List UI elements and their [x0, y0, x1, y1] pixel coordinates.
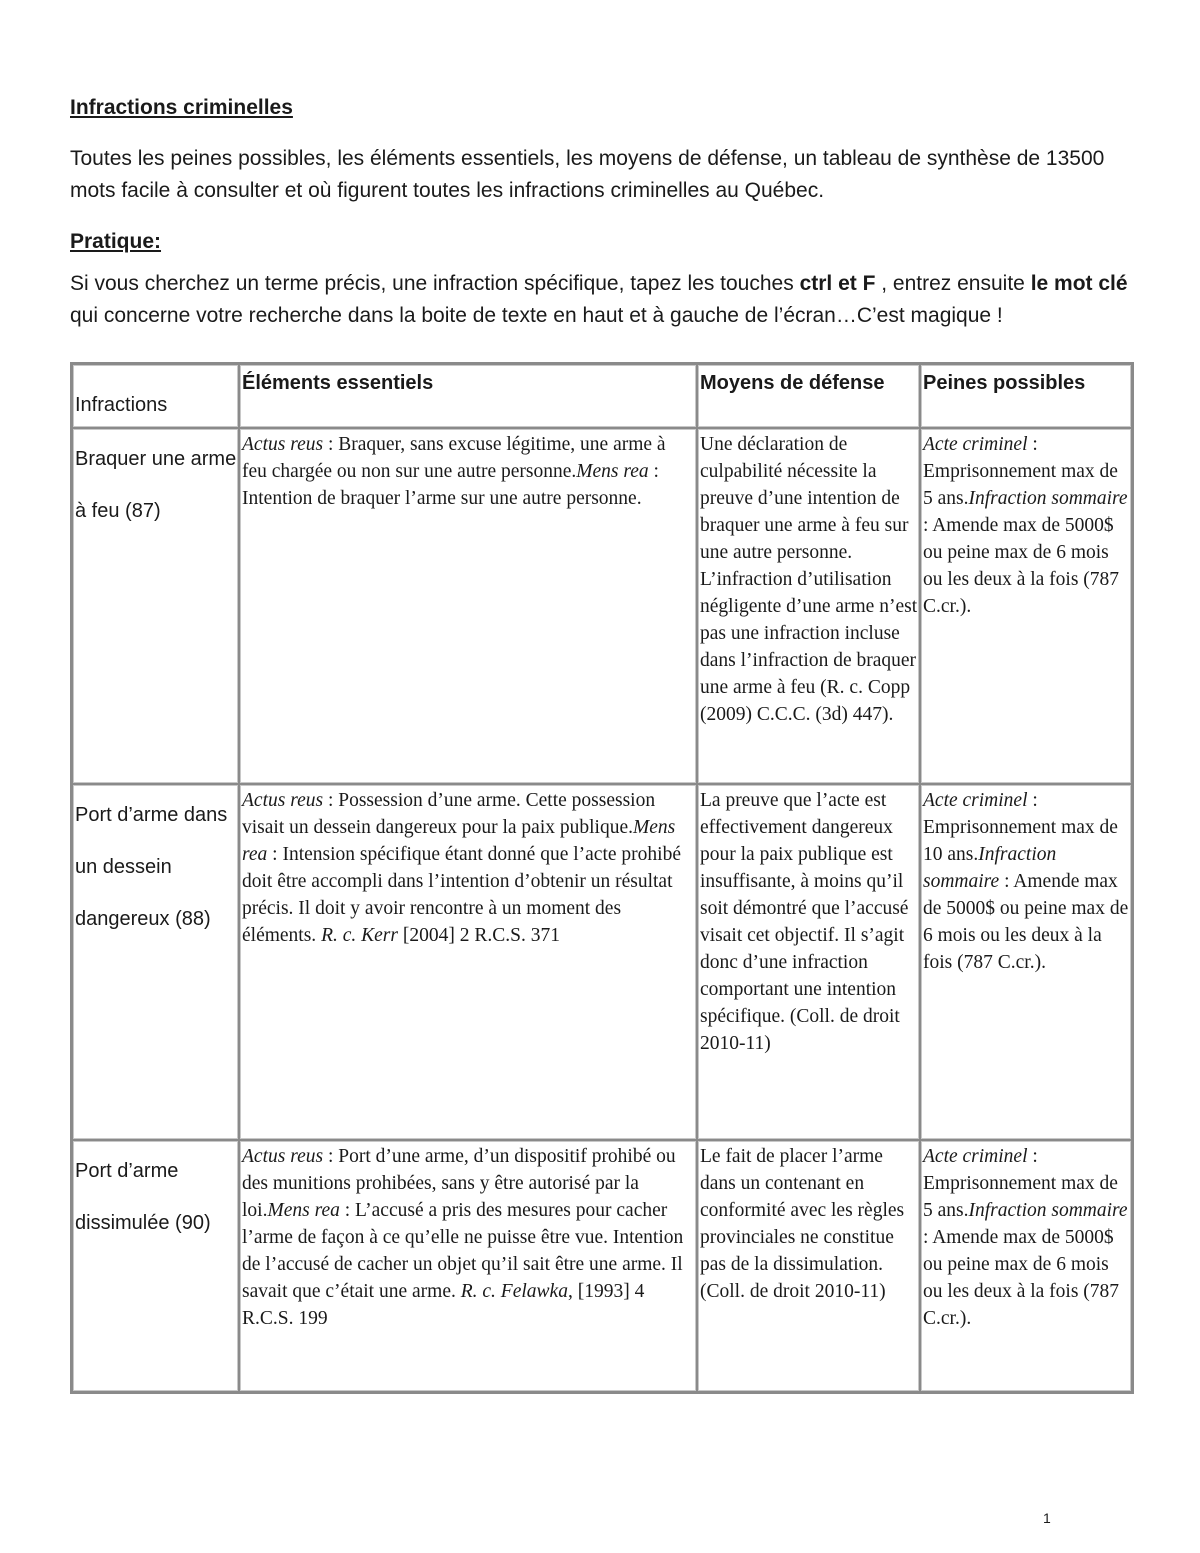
practice-paragraph	[70, 268, 1140, 332]
intro-paragraph: Toutes les peines possibles, les éléments essentiels, les moyens de défense, un tableau de synthèse de 13500 mots facile à consulter et où figurent toutes les infractions criminelles au Québec.	[70, 147, 1105, 202]
synthesis-table	[70, 362, 1134, 1394]
page-title: Infractions criminelles	[70, 96, 293, 119]
header-defences: Moyens de défense	[700, 372, 885, 394]
actus-text: : Braquer, sans excuse légitime, une arme à feu chargée ou non sur une autre personne.	[242, 434, 666, 482]
defence-text: Une déclaration de culpabilité nécessite la preuve d’une intention de braquer une arme à feu sur une autre personne. L’infraction d’utilisation négligente d’une arme n’est pas une infraction incluse dans l’infraction de braquer une arme à feu (R. c. Copp (2009) C.C.C. (3d) 447).	[700, 434, 918, 725]
header-elements: Éléments essentiels	[242, 372, 434, 394]
penalty-label-indictable: Acte criminel	[923, 1146, 1028, 1167]
penalty-indictable-text: : Emprisonnement max de 10 ans.	[923, 790, 1118, 865]
header-offences: Infractions	[75, 394, 168, 416]
defence-cell	[697, 428, 920, 784]
elements-text	[242, 1143, 695, 1332]
offence-name: Port d’arme dissimulée (90)	[75, 1160, 211, 1234]
mens-label: Mens rea	[576, 461, 649, 482]
penalty-label-indictable: Acte criminel	[923, 790, 1028, 811]
header-cell	[72, 364, 239, 428]
penalty-summary-text: : Amende max de 5000$ ou peine max de 6 mois ou les deux à la fois (787 C.cr.).	[923, 515, 1120, 617]
actus-text: : Possession d’une arme. Cette possession visait un dessein dangereux pour la paix publique.	[242, 790, 656, 838]
penalty-text	[923, 431, 1130, 620]
penalty-label-summary: Infraction sommaire	[968, 1200, 1128, 1221]
table-header-row	[72, 364, 1132, 428]
header-cell	[239, 364, 697, 428]
elements-text	[242, 787, 695, 949]
penalty-label-indictable: Acte criminel	[923, 434, 1028, 455]
actus-label: Actus reus	[242, 434, 324, 455]
defence-cell	[697, 784, 920, 1140]
mens-text: : Intention de braquer l’arme sur une autre personne.	[242, 461, 659, 509]
table-row	[72, 428, 1132, 784]
defence-text: Le fait de placer l’arme dans un contenant en conformité avec les règles provinciales ne constitue pas de la dissimulation. (Coll. de droit 2010-11)	[700, 1146, 905, 1302]
penalty-summary-text: : Amende max de 5000$ ou peine max de 6 mois ou les deux à la fois (787 C.cr.).	[923, 871, 1129, 973]
actus-label: Actus reus	[242, 790, 324, 811]
penalty-cell	[920, 1140, 1132, 1392]
elements-cell	[239, 428, 697, 784]
mens-label: Mens rea	[267, 1200, 340, 1221]
practice-text-3: qui concerne votre recherche dans la boite de texte en haut et à gauche de l’écran…C’est magique !	[70, 304, 1003, 327]
defence-cell	[697, 1140, 920, 1392]
case-ref: [2004] 2 R.C.S. 371	[397, 925, 560, 946]
offence-cell	[72, 1140, 239, 1392]
practice-keys: ctrl et F	[799, 272, 876, 295]
header-cell	[697, 364, 920, 428]
offence-name: Port d’arme dans un dessein dangereux (88)	[75, 804, 228, 930]
practice-text-1: Si vous cherchez un terme précis, une infraction spécifique, tapez les touches	[70, 272, 800, 295]
practice-text-2: , entrez ensuite	[875, 272, 1031, 295]
mens-text: : L’accusé a pris des mesures pour cacher l’arme de façon à ce qu’elle ne puisse être vue. Intention de l’accusé de cacher un objet qu’il sait être une arme. Il savait que c’était une arme.	[242, 1200, 684, 1302]
offence-cell	[72, 784, 239, 1140]
elements-text	[242, 431, 695, 512]
case-ref: , [1993] 4 R.C.S. 199	[242, 1281, 645, 1329]
penalty-label-summary: Infraction sommaire	[968, 488, 1128, 509]
offence-name: Braquer une arme à feu (87)	[75, 448, 237, 522]
mens-label: Mens rea	[242, 817, 676, 865]
penalty-summary-text: : Amende max de 5000$ ou peine max de 6 mois ou les deux à la fois (787 C.cr.).	[923, 1227, 1120, 1329]
penalty-text	[923, 1143, 1130, 1332]
penalty-label-summary: Infraction sommaire	[923, 844, 1057, 892]
defence-text: La preuve que l’acte est effectivement dangereux pour la paix publique est insuffisante, à moins qu’il soit démontré que l’accusé visait cet objectif. Il s’agit donc d’une infraction comportant une intention spécifique. (Coll. de droit 2010-11)	[700, 790, 909, 1054]
penalty-text	[923, 787, 1130, 976]
header-cell	[920, 364, 1132, 428]
elements-cell	[239, 784, 697, 1140]
practice-heading: Pratique:	[70, 230, 162, 253]
header-penalties: Peines possibles	[923, 372, 1086, 394]
page-number: 1	[1043, 1510, 1051, 1526]
practice-keyword: le mot clé	[1030, 272, 1128, 295]
penalty-indictable-text: : Emprisonnement max de 5 ans.	[923, 1146, 1118, 1221]
penalty-cell	[920, 784, 1132, 1140]
table-row	[72, 784, 1132, 1140]
elements-cell	[239, 1140, 697, 1392]
case-name: R. c. Felawka	[460, 1281, 568, 1302]
actus-text: : Port d’une arme, d’un dispositif prohibé ou des munitions prohibées, sans y être autorisé par la loi.	[242, 1146, 676, 1221]
penalty-indictable-text: : Emprisonnement max de 5 ans.	[923, 434, 1118, 509]
penalty-cell	[920, 428, 1132, 784]
mens-text: : Intension spécifique étant donné que l’acte prohibé doit être accompli dans l’intention d’obtenir un résultat précis. Il doit y avoir rencontre à un moment des éléments.	[242, 844, 681, 946]
case-name: R. c. Kerr	[321, 925, 398, 946]
actus-label: Actus reus	[242, 1146, 324, 1167]
offence-cell	[72, 428, 239, 784]
table-row	[72, 1140, 1132, 1392]
